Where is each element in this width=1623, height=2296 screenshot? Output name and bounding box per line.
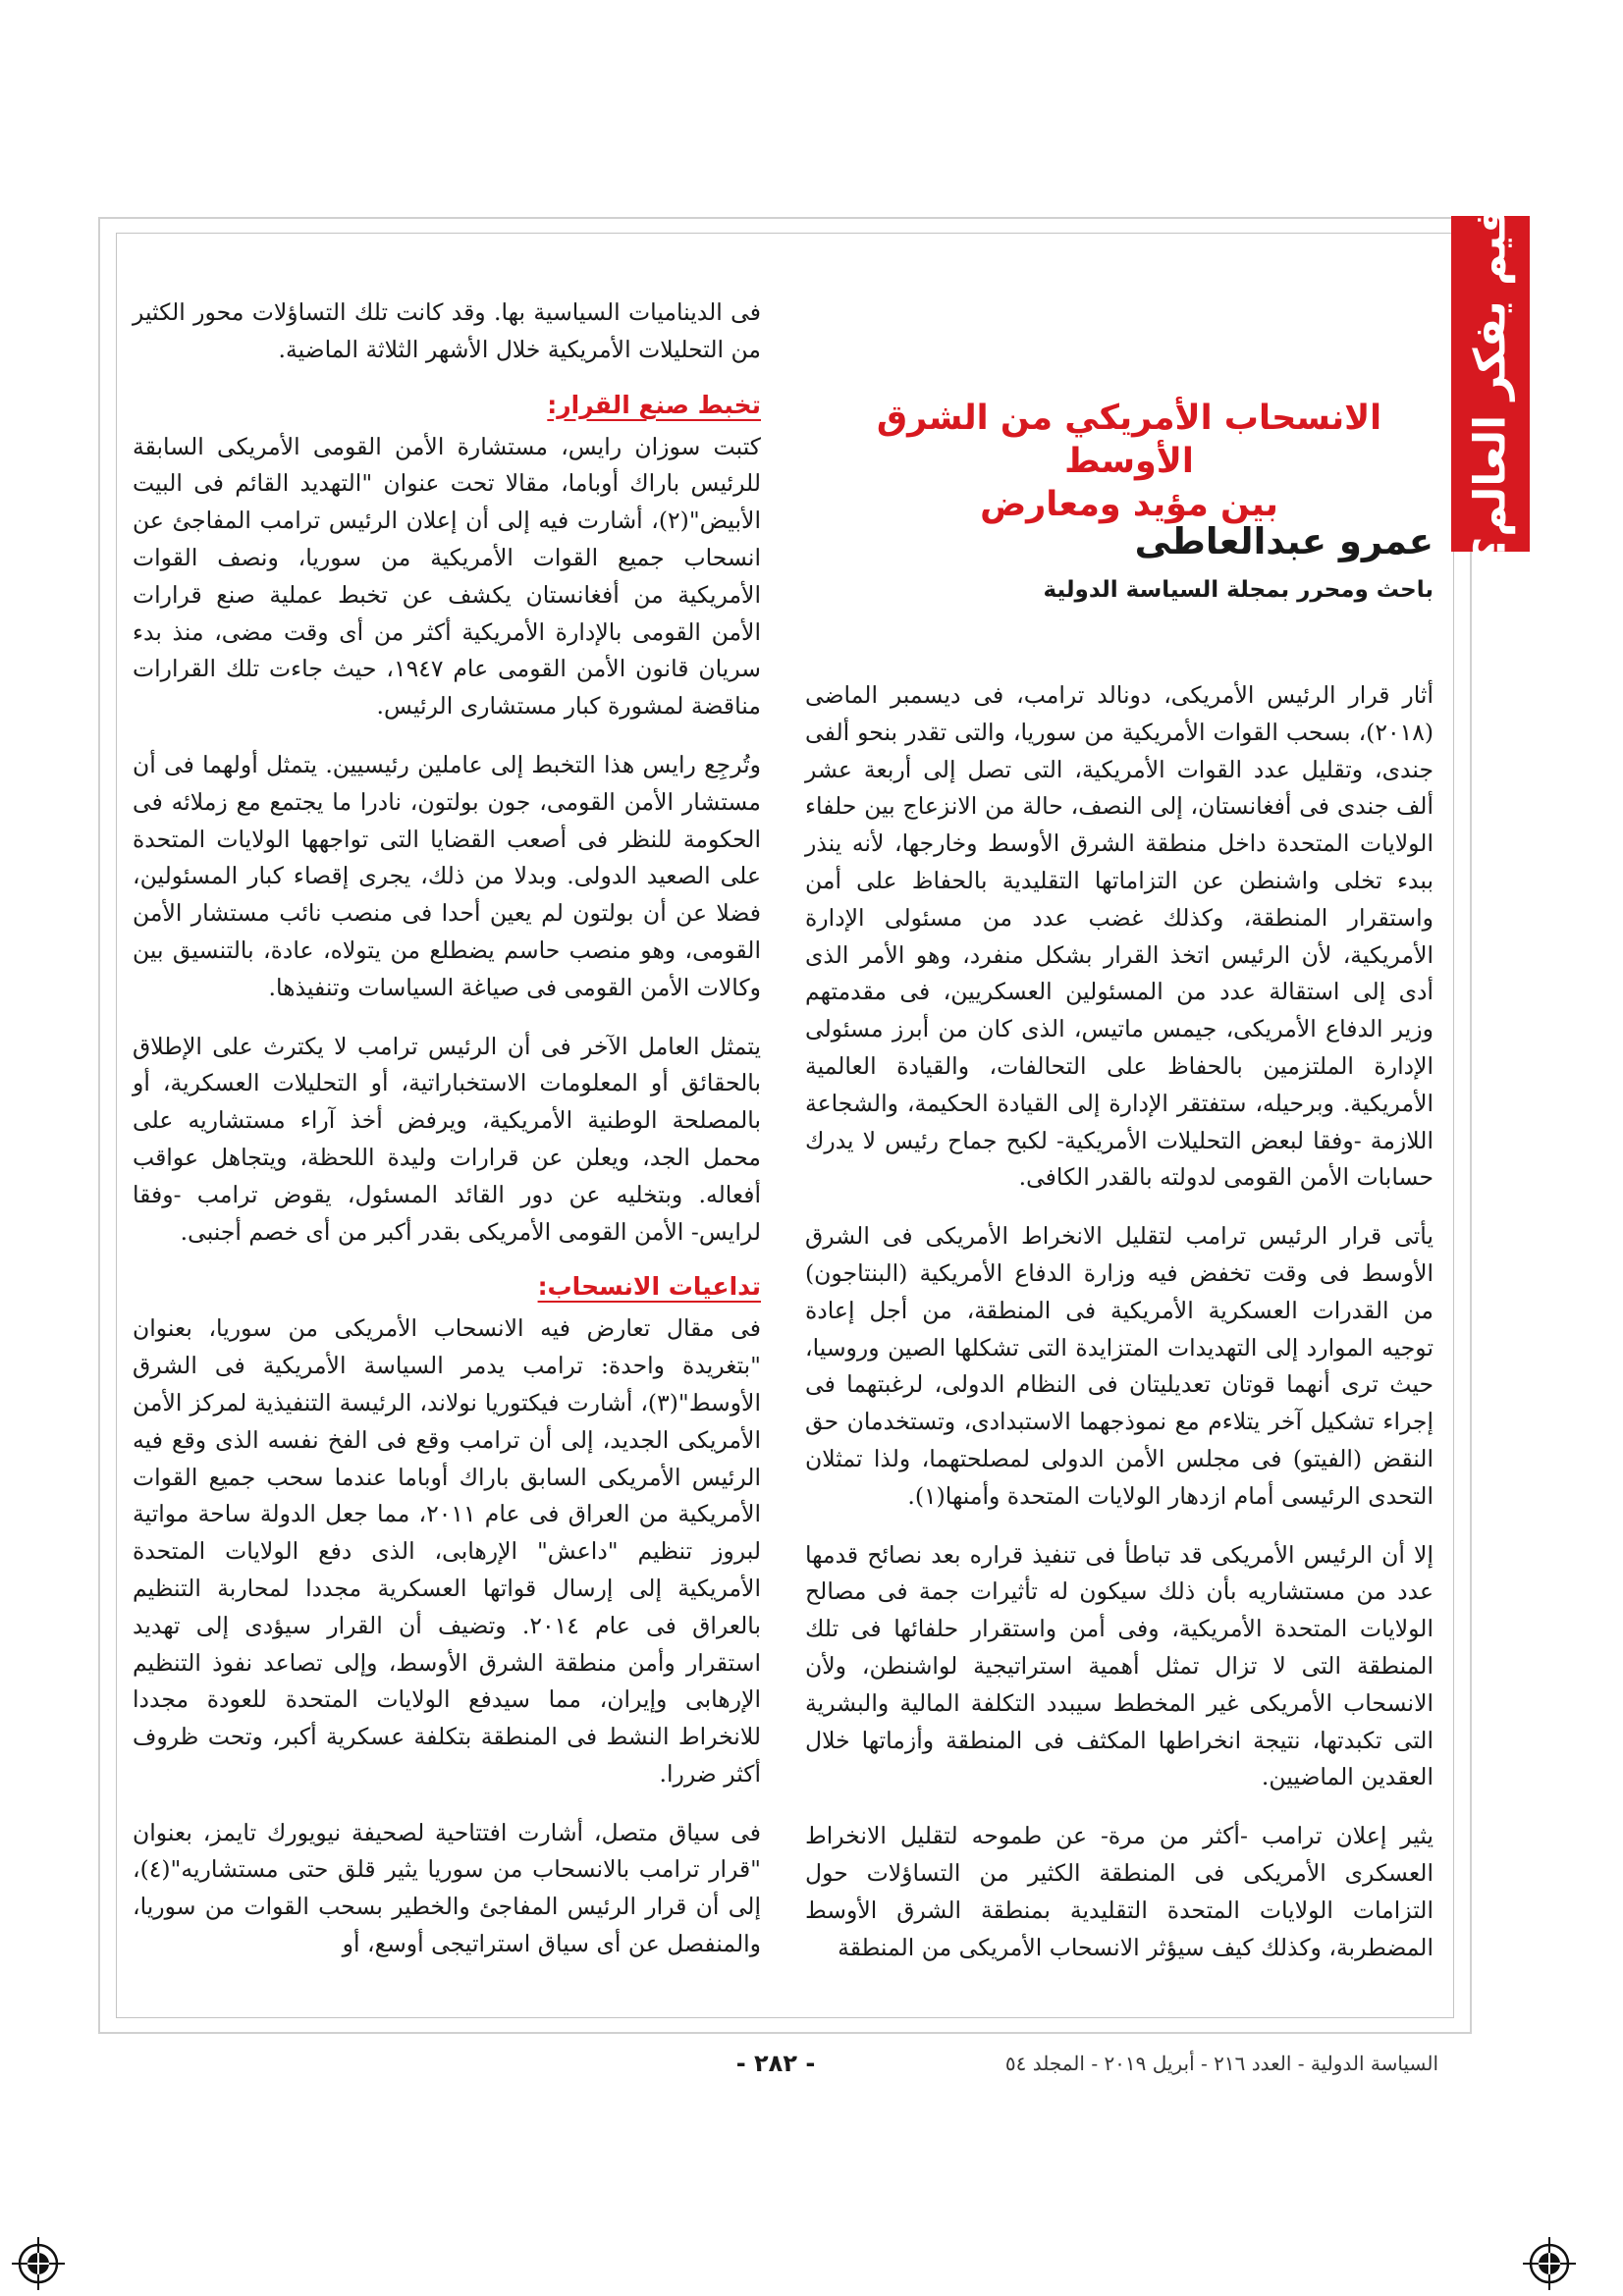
author-title: باحث ومحرر بمجلة السياسة الدولية <box>1043 577 1434 603</box>
paragraph: أثار قرار الرئيس الأمريكى، دونالد ترامب، فى ديسمبر الماضى (٢٠١٨)، بسحب القوات الأمريكية من سوريا، والتى تقدر بنحو ألفى جندى، وتقليل عدد القوات الأمريكية، التى تصل إلى أربعة عشر ألف جندى فى أفغانستان، إلى النصف، حالة من الانزعاج بين حلفاء الولايات المتحدة داخل منطقة الشرق الأوسط وخارجها، لأنه ينذر ببدء تخلى واشنطن عن التزاماتها التقليدية بالحفاظ على أمن واستقرار المنطقة، وكذلك غضب عدد من مسئولى الإدارة الأمريكية، لأن الرئيس اتخذ القرار بشكل منفرد، وهو الأمر الذى أدى إلى استقالة عدد من المسئولين العسكريين، فى مقدمتهم وزير الدفاع الأمريكى، جيمس ماتيس، الذى كان من أبرز مسئولى الإدارة الملتزمين بالحفاظ على التحالفات، والقيادة العالمية الأمريكية. وبرحيله، ستفتقر الإدارة إلى القيادة الحكيمة، والشجاعة اللازمة -وفقا لبعض التحليلات الأمريكية- لكبح جماح رئيس لا يدرك حسابات الأمن القومى لدولته بالقدر الكافى. <box>805 681 1434 1192</box>
article-title-line-2: بين مؤيد ومعارض <box>980 485 1278 524</box>
footer-journal-info: السياسة الدولية - العدد ٢١٦ - أبريل ٢٠١٩ - المجلد ٥٤ <box>1004 2052 1438 2075</box>
article-title <box>874 397 1384 526</box>
paragraph: فى مقال تعارض فيه الانسحاب الأمريكى من سوريا، بعنوان "بتغريدة واحدة: ترامب يدمر السياسة الأمريكية فى الشرق الأوسط"(٣)، أشارت فيكتوريا نولاند، الرئيسة التنفيذية لمركز الأمن الأمريكى الجديد، إلى أن ترامب وقع فى الفخ نفسه الذى وقع فيه الرئيس الأمريكى السابق باراك أوباما عندما سحب جميع القوات الأمريكية من العراق فى عام ٢٠١١، مما جعل الدولة ساحة مواتية لبروز تنظيم "داعش" الإرهابى، الذى دفع الولايات المتحدة الأمريكية إلى إرسال قواتها العسكرية مجددا لمحاربة التنظيم بالعراق فى عام ٢٠١٤. وتضيف أن القرار سيؤدى إلى تهديد استقرار وأمن منطقة الشرق الأوسط، وإلى تصاعد نفوذ التنظيم الإرهابى وإيران، مما سيدفع الولايات المتحدة للعودة مجددا للانخراط النشط فى المنطقة بتكلفة عسكرية أكبر، وتحت ظروف أكثر ضررا. <box>133 1314 762 1788</box>
paragraph: فى الديناميات السياسية بها. وقد كانت تلك التساؤلات محور الكثير من التحليلات الأمريكية خلال الأشهر الثلاثة الماضية. <box>133 298 761 363</box>
section-heading: تداعيات الانسحاب: <box>537 1272 761 1302</box>
registration-mark-icon <box>12 2237 65 2290</box>
paragraph: يأتى قرار الرئيس ترامب لتقليل الانخراط الأمريكى فى الشرق الأوسط فى وقت تخفض فيه وزارة الدفاع الأمريكية (البنتاجون) من القدرات العسكرية الأمريكية فى المنطقة، من أجل إعادة توجيه الموارد إلى التهديدات المتزايدة التى تشكلها الصين وروسيا، حيث ترى أنهما قوتان تعديليتان فى النظام الدولى، لرغبتهما فى إجراء تشكيل آخر يتلاءم مع نموذجهما الاستبدادى، وتستخدمان حق النقض (الفيتو) فى مجلس الأمن الدولى لمصلحتهما، ولذا تمثلان التحدى الرئيسى أمام ازدهار الولايات المتحدة وأمنها(١). <box>805 1222 1434 1510</box>
author-name: عمرو عبدالعاطى <box>1134 520 1434 562</box>
right-column <box>805 677 1434 1988</box>
article-title-line-1: الانسحاب الأمريكي من الشرق الأوسط <box>876 399 1382 481</box>
left-column <box>133 294 761 1985</box>
paragraph: إلا أن الرئيس الأمريكى قد تباطأ فى تنفيذ قراره بعد نصائح قدمها عدد من مستشاريه بأن ذلك سيكون له تأثيرات جمة فى مصالح الولايات المتحدة الأمريكية، وفى أمن واستقرار حلفائها فى تلك المنطقة التى لا تزال تمثل أهمية استراتيجية لواشنطن، ولأن الانسحاب الأمريكى غير المخطط سيبدد التكلفة المالية والبشرية التى تكبدتها، نتيجة انخراطها المكثف فى المنطقة وأزماتها خلال العقدين الماضيين. <box>805 1540 1434 1791</box>
paragraph: وتُرجِع رايس هذا التخبط إلى عاملين رئيسيين. يتمثل أولهما فى أن مستشار الأمن القومى، جون بولتون، نادرا ما يجتمع مع زملائه فى الحكومة للنظر فى أصعب القضايا التى تواجهها الولايات المتحدة على الصعيد الدولى. وبدلا من ذلك، يجرى إقصاء كبار المسئولين، فضلا عن أن بولتون لم يعين أحدا فى منصب نائب مستشار الأمن القومى، وهو منصب حاسم يضطلع من يتولاه، عادة، بالتنسيق بين وكالات الأمن القومى فى صياغة السياسات وتنفيذها. <box>133 750 761 1001</box>
paragraph: كتبت سوزان رايس، مستشارة الأمن القومى الأمريكى السابقة للرئيس باراك أوباما، مقالا تحت عنوان "التهديد القائم فى البيت الأبيض"(٢)، أشارت فيه إلى أن إعلان الرئيس ترامب المفاجئ عن انسحاب جميع القوات الأمريكية من سوريا، ونصف القوات الأمريكية من أفغانستان يكشف عن تخبط عملية صنع قرارات الأمن القومى بالإدارة الأمريكية أكثر من أى وقت مضى، منذ بدء سريان قانون الأمن القومى عام ١٩٤٧، حيث جاءت تلك القرارات مناقضة لمشورة كبار مستشارى الرئيس. <box>133 432 761 721</box>
section-label: فيم يفكر العالم؟ <box>1465 205 1516 562</box>
page-number: - ٢٨٢ - <box>735 2050 816 2077</box>
paragraph: فى سياق متصل، أشارت افتتاحية لصحيفة نيويورك تايمز، بعنوان "قرار ترامب بالانسحاب من سوريا يثير قلق حتى مستشاريه"(٤)، إلى أن قرار الرئيس المفاجئ والخطير بسحب القوات من سوريا، والمنفصل عن أى سياق استراتيجى أوسع، أو <box>133 1818 761 1958</box>
section-label-tab <box>1451 205 1530 562</box>
paragraph: يتمثل العامل الآخر فى أن الرئيس ترامب لا يكترث على الإطلاق بالحقائق أو المعلومات الاستخباراتية، أو التحليلات العسكرية، أو بالمصلحة الوطنية الأمريكية، ويرفض أخذ آراء مستشاريه على محمل الجد، ويعلن عن قرارات وليدة اللحظة، ويتجاهل عواقب أفعاله. وبتخليه عن دور القائد المسئول، يقوض ترامب -وفقا لرايس- الأمن القومى الأمريكى بقدر أكبر من أى خصم أجنبى. <box>133 1032 761 1246</box>
paragraph: يثير إعلان ترامب -أكثر من مرة- عن طموحه لتقليل الانخراط العسكرى الأمريكى فى المنطقة الكثير من التساؤلات حول التزامات الولايات المتحدة التقليدية بمنطقة الشرق الأوسط المضطربة، وكذلك كيف سيؤثر الانسحاب الأمريكى من المنطقة <box>805 1822 1434 1961</box>
section-heading: تخبط صنع القرار: <box>547 390 761 419</box>
registration-mark-icon <box>1523 2237 1576 2290</box>
